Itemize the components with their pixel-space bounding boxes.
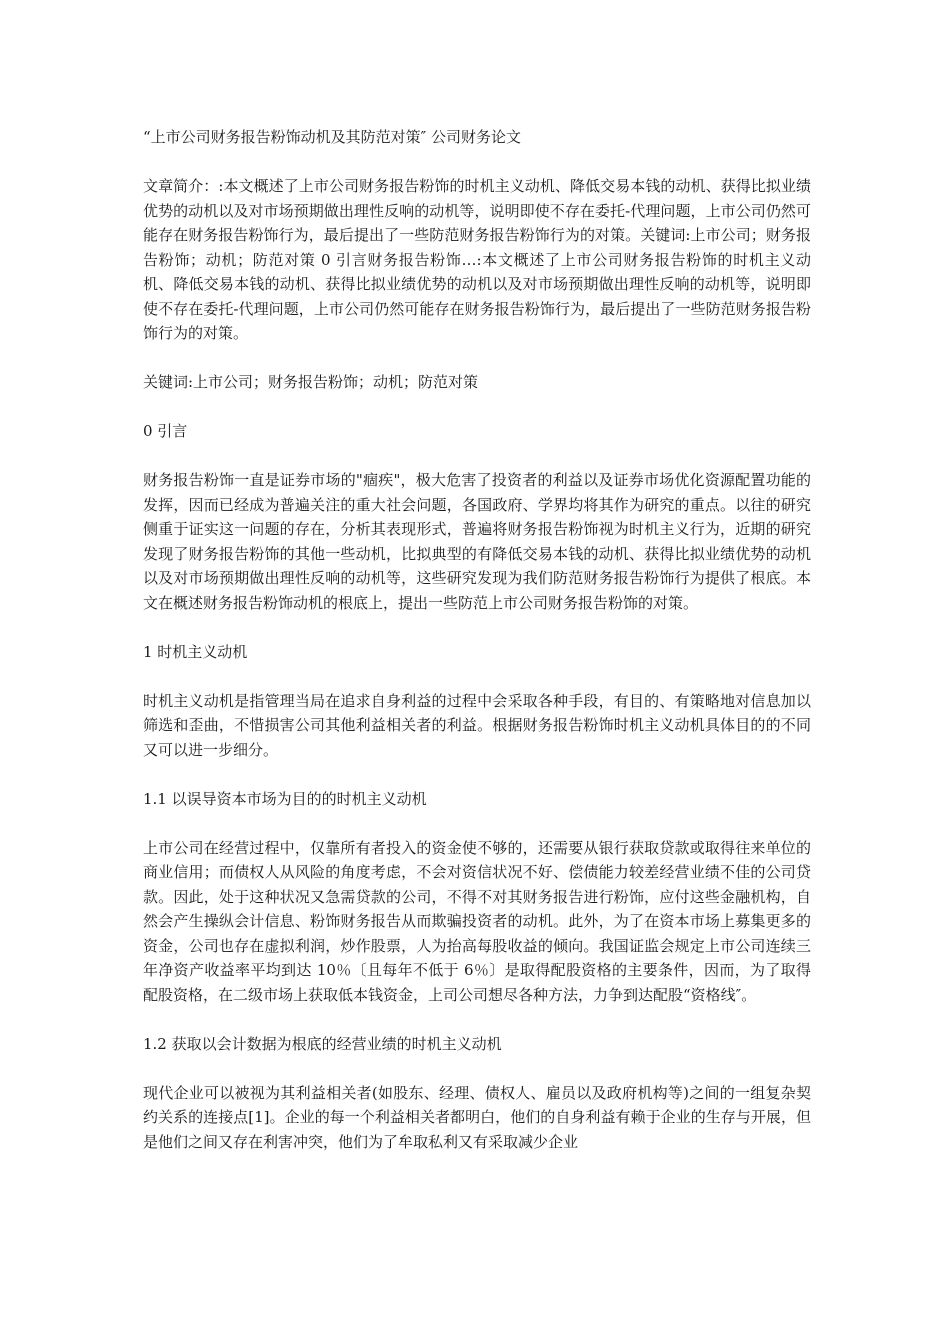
subsection-body-1-1: 上市公司在经营过程中，仅靠所有者投入的资金使不够的，还需要从银行获取贷款或取得往来单位的商业信用；而债权人从风险的角度考虑，不会对资信状况不好、偿债能力较差经营业绩不佳的公司贷款。因此，处于这种状况又急需贷款的公司，不得不对其财务报告进行粉饰，应付这些金融机构，自然会产生操纵会计信息、粉饰财务报告从而欺骗投资者的动机。此外，为了在资本市场上募集更多的资金，公司也存在虚拟利润，炒作股票，人为抬高每股收益的倾向。我国证监会规定上市公司连续三年净资产收益率平均到达 10％〔且每年不低于 6％〕是取得配股资格的主要条件，因而，为了取得配股资格，在二级市场上获取低本钱资金，上司公司想尽各种方法，力争到达配股“资格线″。 [143,838,811,1004]
document-page [143,125,811,1179]
section-body-introduction: 财务报告粉饰一直是证券市场的"痼疾"，极大危害了投资者的利益以及证券市场优化资源配置功能的发挥，因而已经成为普遍关注的重大社会问题，各国政府、学界均将其作为研究的重点。以往的研究侧重于证实这一问题的存在，分析其表现形式，普遍将财务报告粉饰视为时机主义行为，近期的研究发现了财务报告粉饰的其他一些动机，比拟典型的有降低交易本钱的动机、获得比拟业绩优势的动机以及对市场预期做出理性反响的动机等，这些研究发现为我们防范财务报告粉饰行为提供了根底。本文在概述财务报告粉饰动机的根底上，提出一些防范上市公司财务报告粉饰的对策。 [143,471,811,612]
subsection-body-1-2: 现代企业可以被视为其利益相关者(如股东、经理、债权人、雇员以及政府机构等)之间的一组复杂契约关系的连接点[1]。企业的每一个利益相关者都明白，他们的自身利益有赖于企业的生存与开展，但是他们之间又存在利害冲突，他们为了牟取私利又有采取减少企业 [143,1083,811,1151]
article-summary: 文章简介：:本文概述了上市公司财务报告粉饰的时机主义动机、降低交易本钱的动机、获得比拟业绩优势的动机以及对市场预期做出理性反响的动机等，说明即使不存在委托-代理问题，上市公司仍然可能存在财务报告粉饰行为，最后提出了一些防范财务报告粉饰行为的对策。关键词:上市公司；财务报告粉饰；动机；防范对策 0 引言财务报告粉饰…:本文概述了上市公司财务报告粉饰的时机主义动机、降低交易本钱的动机、获得比拟业绩优势的动机以及对市场预期做出理性反响的动机等，说明即使不存在委托-代理问题，上市公司仍然可能存在财务报告粉饰行为，最后提出了一些防范财务报告粉饰行为的对策。 [143,177,811,342]
keywords-line: 关键词:上市公司；财务报告粉饰；动机；防范对策 [143,373,479,391]
subsection-heading-1-2: 1.2 获取以会计数据为根底的经营业绩的时机主义动机 [143,1034,502,1053]
document-title: “上市公司财务报告粉饰动机及其防范对策″ 公司财务论文 [143,128,522,146]
subsection-heading-1-1: 1.1 以误导资本市场为目的的时机主义动机 [143,789,427,808]
section-heading-introduction: 0 引言 [143,422,188,440]
section-heading-opportunism: 1 时机主义动机 [143,642,248,661]
section-body-opportunism: 时机主义动机是指管理当局在追求自身利益的过程中会采取各种手段，有目的、有策略地对信息加以筛选和歪曲，不惜损害公司其他利益相关者的利益。根据财务报告粉饰时机主义动机具体目的的不同又可以进一步细分。 [143,691,811,759]
